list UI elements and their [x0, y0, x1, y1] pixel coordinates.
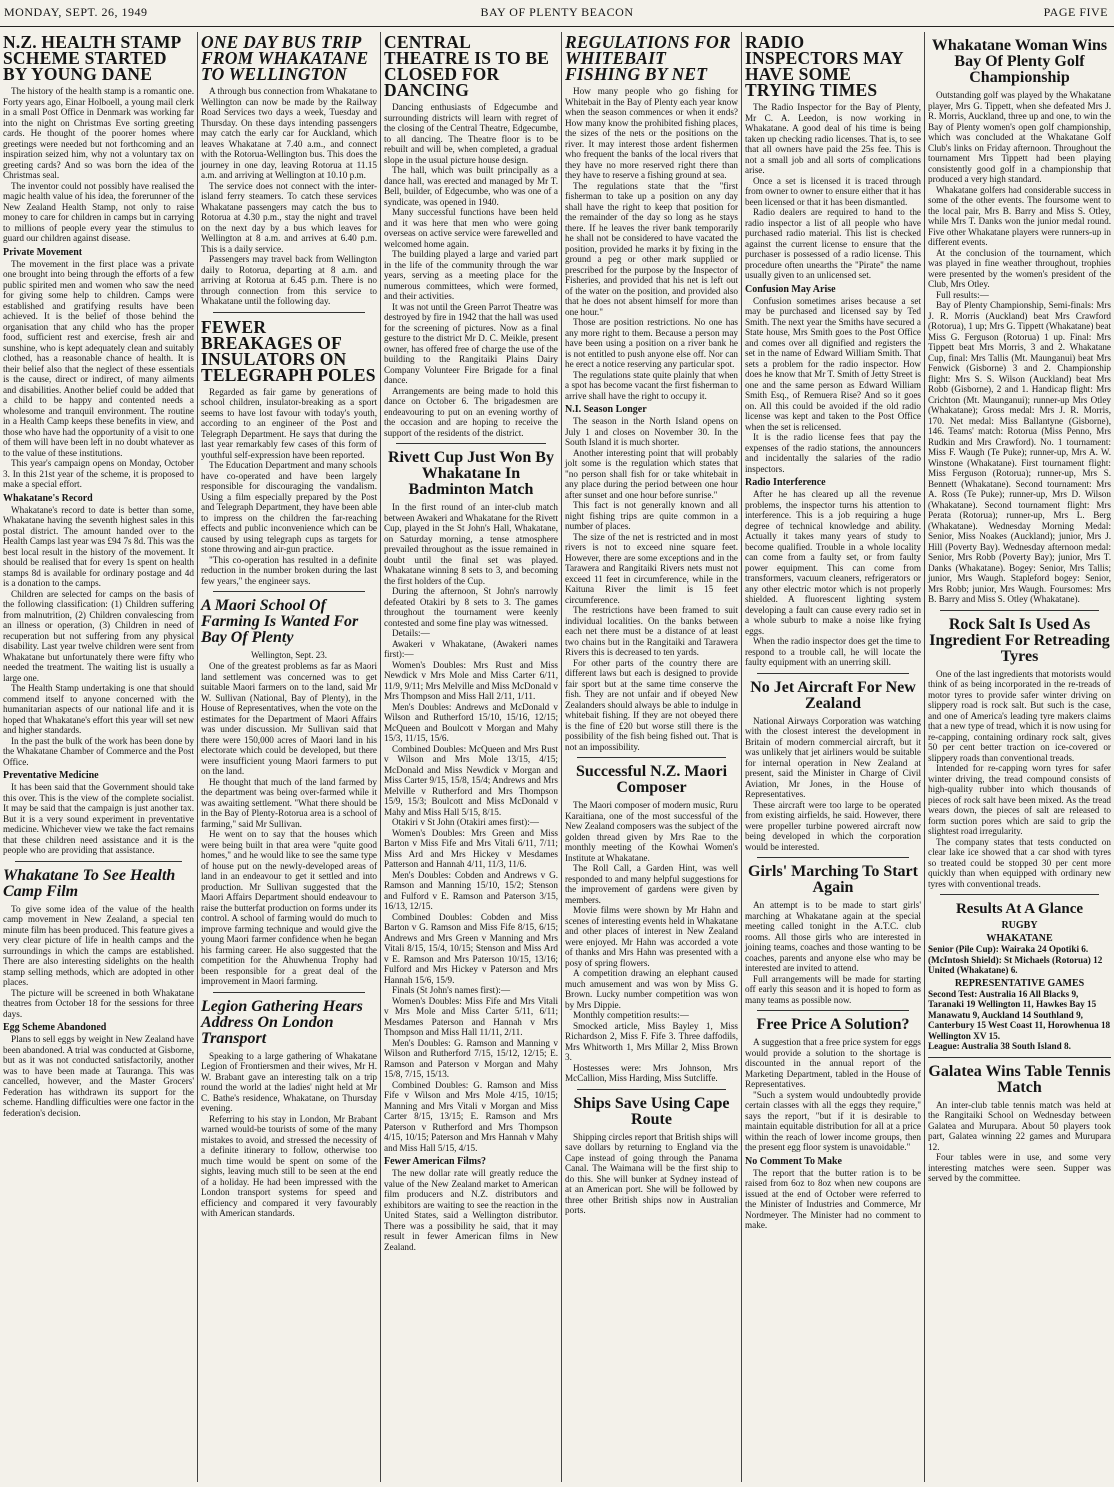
body-paragraph: The size of the net is restricted and in most rivers is not to exceed nine square feet. However, there are some exceptions and in the Tarawera and Rangitaiki Rivers nets must not exceed 11 feet in circumference, while in the Kaituna River the limit is 15 feet circumference.	[565, 531, 738, 605]
separator-rule	[577, 757, 726, 758]
body-paragraph: A through bus connection from Whakatane to Wellington can now be made by the Railway Road Services two days a week, Tuesday and Thursday. On these days intending passengers may catch the early car for Auckland, which leaves Whakatane at 7.40 a.m., and connect with the Rotorua-Wellington bus. This does the journey in one day, leaving Rotorua at 11.15 a.m. and arriving at Wellington at 10.10 p.m.	[201, 86, 377, 180]
column-2	[197, 32, 380, 1482]
body-paragraph: Full arrangements will be made for starting off early this season and it is hoped to form as many teams as possible now.	[745, 973, 921, 1005]
headline: N.Z. HEALTH STAMP SCHEME STARTED BY YOUNG DANE	[3, 32, 181, 84]
body-paragraph: For other parts of the country there are different laws but each is designed to provide fair sport but at the same time conserve the fish. They are not unfair and if obeyed New Zealanders should always be able to indulge in whitebait fishing. If they are not obeyed there is the fine of £20 but worse still there is the possibility of the fish being fished out. That is not an impossibility.	[565, 657, 738, 752]
results-heading: REPRESENTATIVE GAMES	[954, 977, 1085, 989]
subheading: Fewer American Films?	[384, 1156, 487, 1167]
body-paragraph: An inter-club table tennis match was held at the Rangitaiki School on Wednesday between Galatea and Murupara. About 50 players took part, Galatea winning 22 games and Murupara 12.	[928, 1099, 1111, 1152]
headline: RADIO INSPECTORS MAY HAVE SOME TRYING TIMES	[745, 32, 904, 100]
body-paragraph: An attempt is to be made to start girls' marching at Whakatane again at the special meeting called tonight in the A.T.C. club rooms. All those girls who are interested in joining teams, coaches and those wanting to be coaches, parents and anyone else who may be interested are invited to attend.	[745, 900, 921, 973]
body-paragraph: Women's Doubles: Mrs Green and Miss Barton v Miss Fife and Mrs Vitali 6/11, 7/11; Miss Ard and Mrs Hickey v Mesdames Patterson and Hannah 4/11, 11/3, 11/6.	[384, 827, 558, 869]
body-paragraph: Once a set is licensed it is traced through from owner to owner to ensure either that it has been licensed or that it has been dismantled.	[745, 175, 921, 207]
body-paragraph: The service does not connect with the inter-island ferry steamers. To catch these services Whakatane passengers may catch the bus to Rotorua at 4.30 p.m., stay the night and travel on the next day by a bus which leaves for Wellington at 8 a.m. and arrives at 6.40 p.m. This is a daily service.	[201, 180, 377, 254]
body-paragraph: Arrangements are being made to hold this dance on October 6. The brigadesmen are endeavouring to put on an evening worthy of the occasion and are hoping to receive the support of the residents of the district.	[384, 385, 558, 438]
column-6	[924, 32, 1114, 1482]
body-paragraph: Confusion sometimes arises because a set may be purchased and licensed say by Ted Smith. The next year the Smiths have secured a State house, Mrs Smith goes to the Post Office and comes over all dignified and registers the set in the name of Edward William Smith. That sets a problem for the radio inspector. How does he know that Mr T. Smith of Jetty Street is one and the same person as Edward William Smith Esq., of Remuera Rise? And so it goes on. All this could be avoided if the old radio license was kept and taken to the Post Office when the set is relicensed.	[745, 295, 921, 432]
body-paragraph: Passengers may travel back from Wellington daily to Rotorua, departing at 8 a.m. and arriving at Rotorua at 6.45 p.m. There is no through connection from this service to Whakatane until the following day.	[201, 254, 377, 306]
separator-rule	[213, 992, 365, 993]
subheading: Preventative Medicine	[3, 770, 99, 781]
body-paragraph: Full results:—	[936, 289, 989, 300]
article	[3, 34, 194, 856]
body-paragraph: Four tables were in use, and some very interesting matches were seen. Supper was served by the committee.	[928, 1152, 1111, 1183]
separator-rule	[757, 857, 909, 858]
subheading: Radio Interference	[745, 477, 826, 488]
body-paragraph: To give some idea of the value of the health camp movement in New Zealand, a special ten minute film has been produced. This feature gives a very clear picture of life in health camps and the surroundings in which the camps are established. There are also interesting sidelights on the health stamp selling methods, which are adopted in other places.	[3, 903, 194, 987]
body-paragraph: One of the last ingredients that motorists would think of as being incorporated in the re-treads of motor tyres to provide safer winter driving on slippery road is rock salt. But such is the case, and one of America's leading tyre makers claims that a new type of tread, which it is now using for re-capping, containing ordinary rock salt, gives 50 per cent better traction on ice-covered or slippery roads than conventional treads.	[928, 668, 1111, 763]
headline: Girls' Marching To Start Again	[748, 863, 918, 896]
body-paragraph: Another interesting point that will probably jolt some is the regulation which states that "no person shall fish for or take whitebait in any place during the period between one hour after sunset and one hour before sunrise."	[565, 447, 738, 500]
article	[201, 316, 377, 587]
results-heading: RUGBY	[1001, 920, 1038, 931]
body-paragraph: Regarded as fair game by generations of school children, insulator-breaking as a sport seems to have lost favour with today's youth, according to an engineer of the Post and Telegraph Department. He says that during the last year remarkably few cases of this form of youthful self-expression have been reported.	[201, 386, 377, 460]
body-paragraph: The season in the North Island opens on July 1 and closes on November 30. In the South Island it is much shorter.	[565, 416, 738, 447]
body-paragraph: Awakeri v Whakatane, (Awakeri names first):—	[384, 638, 558, 659]
body-paragraph: A competition drawing an elephant caused much amusement and was won by Miss G. Brown. Lucky number competition was won by Mrs Dippie.	[565, 968, 738, 1010]
body-paragraph: Women's Doubles: Mrs Rust and Miss Newdick v Mrs Mole and Miss Carter 6/11, 11/9, 9/11; Mrs Melville and Miss McDonald v Mrs Thompson and Miss Hall 2/11, 1/11.	[384, 659, 558, 701]
body-paragraph: Movie films were shown by Mr Hahn and scenes of interesting events held in Whakatane and other places of interest in New Zealand were enjoyed. Mr Hahn was accorded a vote of thanks and Mrs Hahn was presented with a posy of spring flowers.	[565, 905, 738, 968]
separator-rule	[577, 1089, 726, 1090]
body-paragraph: It is the radio license fees that pay the expenses of the radio stations, the announcers and incidentally the salaries of the radio inspectors.	[745, 432, 921, 474]
body-paragraph: The history of the health stamp is a romantic one. Forty years ago, Einar Holboell, a young mail clerk in a small Post Office in Denmark was working far into the night on Christmas Eve sorting greeting cards. He thought of the poorer homes where greetings were needed but not forthcoming and an inspiration seized him, why not a voluntary tax on greeting cards? And so was born the idea of the Christmas seal.	[3, 86, 194, 180]
body-paragraph: It has been said that the Government should take this over. This is the view of the complete socialist. It may be said that the campaign is just another tax. But it is a very sound experiment in preventative medicine. Whichever view we take the fact remains that these children need assistance and it is the people who are providing that assistance.	[3, 782, 194, 855]
article	[928, 1064, 1111, 1184]
separator-rule	[213, 591, 365, 592]
article	[928, 617, 1111, 890]
results-line: Second Test: Australia 16 All Blacks 9, Taranaki 19 Wellington 11, Hawkes Bay 15 Manawatu 9, Auckland 14 Southland 9, Canterbury 15 West Coast 11, Horowhenua 18 Wellington XV 15.	[928, 988, 1111, 1041]
body-paragraph: During the afternoon, St John's narrowly defeated Otakiri by 8 sets to 3. The games throughout the tournament were keenly contested and some fine play was witnessed.	[384, 586, 558, 628]
subheading: Private Movement	[3, 246, 83, 258]
body-paragraph: Men's Doubles: Andrews and McDonald v Wilson and Rutherford 15/10, 15/16, 12/15; McQueen and Boulcott v Morgan and Mahy 15/3, 11/15, 15/6.	[384, 701, 558, 743]
article	[384, 450, 558, 1252]
body-paragraph: Speaking to a large gathering of Whakatane Legion of Frontiersmen and their wives, Mr H. W. Brabant gave an interesting talk on a trip round the world at the ladies' night held at Mr C. Bathe's residence, Whakatane, on Thursday evening.	[201, 1050, 377, 1113]
body-paragraph: Whakatane golfers had considerable success in some of the other events. The foursome went to the local pair, Mrs B. Barry and Miss S. Otley, while Mrs T. Danks won the junior medal round. Five other Whakatane players were runners-up in different events.	[928, 184, 1111, 247]
body-paragraph: The Radio Inspector for the Bay of Plenty, Mr C. A. Leedon, is now working in Whakatane. A good deal of his time is being taken up checking radio licenses. That is, to see that all owners have paid the 25s fee. This is not a small job and all sorts of complications arise.	[745, 102, 921, 175]
body-paragraph: A suggestion that a free price system for eggs would provide a solution to the shortage is discounted in the annual report of the Marketing Department, tabled in the House of Representatives.	[745, 1037, 921, 1089]
body-paragraph: The report that the butter ration is to be raised from 6oz to 8oz when new coupons are issued at the end of October were referred to the Minister of Industries and Commerce, Mr Nordmeyer. The Minister had no comment to make.	[745, 1167, 921, 1230]
results-heading: WHAKATANE	[986, 933, 1053, 944]
article	[745, 864, 921, 1005]
body-paragraph: "This co-operation has resulted in a definite reduction in the number broken during the last few years," the engineer says.	[201, 554, 377, 586]
article	[565, 1096, 738, 1216]
body-paragraph: The hall, which was built principally as a dance hall, was erected and managed by Mr T. Bell, builder, of Edgecumbe, who was one of a syndicate, was opened in 1940.	[384, 165, 558, 207]
article	[384, 34, 558, 438]
body-paragraph: Radio dealers are required to hand to the radio inspector a list of all people who have purchased radio material. This list is checked against the current license to ensure that the purchaser is possessed of a radio license. This procedure often unearths the "Pirate" the name usually given to an unlicensed set.	[745, 207, 921, 280]
body-paragraph: Dancing enthusiasts of Edgecumbe and surrounding districts will learn with regret of the closing of the Central Theatre, Edgecumbe, to all dancing. The Theatre floor is to be rebuilt and will be, when completed, a gradual slope in the usual picture house design.	[384, 102, 558, 165]
subheading: Confusion May Arise	[745, 283, 836, 295]
body-paragraph: Men's Doubles: Cobden and Andrews v G. Ramson and Manning 15/10, 15/2; Stenson and Fulford v E. Ramson and Paterson 3/15, 16/13, 12/15.	[384, 869, 558, 911]
body-paragraph: Women's Doubles: Miss Fife and Mrs Vitali v Mrs Mole and Miss Carter 5/11, 6/11; Mesdames Paterson and Hannah v Mrs Thompson and Miss Hall 11/11, 2/11.	[384, 995, 558, 1037]
column-5	[741, 32, 924, 1482]
body-paragraph: The Health Stamp undertaking is one that should commend itself to anyone concerned with the humanitarian aspects of our national life and it is hoped that Whakatane's effort this year will set new and higher standards.	[3, 683, 194, 735]
body-paragraph: The Maori composer of modern music, Ruru Karaitiana, one of the most successful of the New Zealand composers was the subject of the golden thread given by Mrs Rae to the monthly meeting of the Kowhai Women's Institute at Whakatane.	[565, 800, 738, 863]
results-box	[928, 901, 1111, 1052]
dateline: Wellington, Sept. 23.	[250, 650, 328, 660]
body-paragraph: Bay of Plenty Championship, Semi-finals: Mrs J. R. Morris (Auckland) beat Mrs Crawford (Rotorua), 1 up; Mrs G. Tippett (Whakatane) beat Miss G. Ferguson (Rotorua) 1 up. Final: Mrs Tippett beat Mrs Morris, 3 and 2. Whakatane Cup, final: Mrs Tallis (Mt. Maunganui) beat Mrs Fenwick (Gisborne) 3 and 2. Championship flight: Mrs S. S. Wilson (Auckland) beat Mrs Robb (Gisborne), 2 and 1. Handicap flight: Mrs Crichton (Mt. Maunganui); runner-up Mrs Otley (Whakatane); Gross medal: Mrs J. R. Morris, 170. Net medal: Miss Ballantyne (Gisborne), 146. Teams' match: Rotorua (Miss Penno, Mrs Rudkin and Mrs Crawford). No. 1 tournament: Miss F. Waugh (Te Puke); runner-up, Mrs A. W. Winstone (Whakatane). First tournament flight: Miss Ferguson (Rotorua); runner-up, Mrs S. Bennett (Whakatane). Second tournament: Mrs A. Ross (Te Puke); runner-up, Mrs D. Wilson (Whakatane). Second tournament flight: Mrs Perata (Rotorua); runner-up, Mrs L. Berg (Whakatane). Wednesday Morning Medal: Senior, Miss Noakes (Auckland); junior, Mrs J. Hill (Poverty Bay). Wednesday afternoon medal: Senior, Mrs Robb (Poverty Bay); junior, Mrs T. Danks (Whakatane). Bogey: Senior, Mrs Tallis; junior, Mrs Waugh. Stapleford bogey: Senior, Mrs Robb; junior, Mrs Waugh. Foursomes: Mrs B. Barry and Miss S. Otley (Whakatane).	[928, 300, 1111, 604]
body-paragraph: The movement in the first place was a private one brought into being through the efforts of a few public spirited men and women who saw the need for giving some help to children. Camps were established and gratifying results have been achieved. It is the belief of those behind the organisation that any child who has the proper food, sufficient rest and exercise, fresh air and sunshine, who is kept adequately clean and suitably clothed, has a reasonable chance of health. It is their belief also that the neglect of these essentials is the cause, direct or indirect, of many ailments and disabilities. Another belief could be added that a child to be happy and contented needs a wholesome and tranquil environment. The routine in a Health Camp keeps these benefits in view, and those who have had the opportunity of a visit to one of them will have been left in no doubt whatever as to the value of these institutions.	[3, 258, 194, 458]
separator-rule	[396, 443, 546, 444]
article	[201, 999, 377, 1219]
subheading: Egg Scheme Abandoned	[3, 1022, 107, 1033]
results-line: League: Australia 38 South Island 8.	[928, 1041, 1071, 1051]
body-paragraph: Combined Doubles: G. Ramson and Miss Fife v Wilson and Mrs Mole 4/15, 10/15; Manning and Mrs Vitali v Morgan and Miss Carter 8/15, 13/15; E. Ramson and Mrs Paterson v Rutherford and Mrs Thompson 4/15, 10/15; Paterson and Mrs Hannah v Mahy and Miss Hall 5/15, 4/15.	[384, 1079, 558, 1153]
headline: No Jet Aircraft For New Zealand	[750, 678, 916, 712]
subheading: N.I. Season Longer	[565, 404, 647, 415]
separator-rule	[757, 1010, 909, 1011]
body-paragraph: This year's campaign opens on Monday, October 3. In this 21st year of the scheme, it is proposed to make a special effort.	[3, 458, 194, 489]
body-paragraph: Combined Doubles: McQueen and Mrs Rust v Wilson and Mrs Mole 13/15, 4/15; McDonald and Miss Newdick v Morgan and Miss Carter 9/15, 15/8, 15/4; Andrews and Mrs Melville v Rutherford and Mrs Thompson 15/9, 15/3; Boulcott and Miss McDonald v Mahy and Miss Hall 5/15, 8/15.	[384, 743, 558, 817]
paper-name: BAY OF PLENTY BEACON	[480, 5, 634, 19]
body-paragraph: The regulations state quite plainly that when a spot has become vacant the first fisherman to arrive shall have the right to occupy it.	[565, 369, 738, 401]
separator-rule	[213, 312, 365, 313]
article	[3, 868, 194, 1119]
body-paragraph: Many successful functions have been held and it was here that men who were going overseas on active service were farewelled and welcomed home again.	[384, 207, 558, 249]
separator-rule	[757, 673, 909, 674]
article	[745, 1017, 921, 1231]
body-paragraph: Plans to sell eggs by weight in New Zealand have been abandoned. A trial was conducted at Gisborne, but as it was not conducted satisfactorily, another was to have been made at Tauranga. This was cancelled, however, and the Master Grocers' Federation has withdrawn its support for the scheme. Handling difficulties were one factor in the federation's decision.	[3, 1034, 194, 1118]
results-line: Senior (Pile Cup): Wairaka 24 Opotiki 6. (McIntosh Shield): St Michaels (Rotorua) 12 United (Whakatane) 6.	[928, 944, 1103, 975]
body-paragraph: When the radio inspector does get the time to respond to a trouble call, he will locate the faulty equipment with an unerring skill.	[745, 636, 921, 667]
body-paragraph: Children are selected for camps on the basis of the following classification: (1) Children suffering from malnutrition, (2) Children convalescing from an illness or operation, (3) Children in need of recuperation but not suffering from any physical disability. Last year twelve children were sent from Whakatane but unfortunately there were fifty who needed the treatment. The waiting list is usually a large one.	[3, 588, 194, 683]
body-paragraph: Men's Doubles: G. Ramson and Manning v Wilson and Rutherford 7/15, 15/12, 12/15; E. Ramson and Paterson v Morgan and Mahy 15/8, 7/15, 15/13.	[384, 1037, 558, 1079]
body-paragraph: Referring to his stay in London, Mr Brabant warned would-be tourists of some of the many mistakes to avoid, and stressed the necessity of a definite itinerary to follow, otherwise too much time would be spent on some of the sights, leaving much still to be seen at the end of a holiday. He had been impressed with the London transport systems for speed and efficiency and compared it very favourably with American standards.	[201, 1113, 377, 1218]
body-paragraph: Otakiri v St John (Otakiri ames first):—	[392, 817, 539, 827]
separator-rule	[928, 1057, 1111, 1058]
body-paragraph: It was not until the Green Parrot Theatre was destroyed by fire in 1942 that the hall was used for the screening of pictures. Now as a final gesture to the district Mr D. C. Meikle, present owner, has offered free of charge the use of the building to the Rangitaiki Plains Dairy Company Volunteer Fire Brigade for a final dance.	[384, 301, 558, 385]
body-paragraph: Outstanding golf was played by the Whakatane player, Mrs G. Tippett, when she defeated Mrs J. R. Morris, Auckland, three up and one, to win the Bay of Plenty women's open golf championship, which was concluded at the Whakatane Golf Club's links on Friday afternoon. Throughout the tournament Mrs Tippett had been playing consistently good golf in a championship that produced a very high standard.	[928, 90, 1111, 184]
page-number: PAGE FIVE	[1043, 5, 1108, 19]
subheading: No Comment To Make	[745, 1155, 842, 1167]
body-paragraph: The regulations state that the "first fisherman to take up a position on any day shall have the right to keep that position for the remainder of the day so long as he stays there. If he leaves the river bank temporarily he shall not be considered to have vacated the position, provided he marks it by fixing in the ground a peg or other mark supplied or prescribed for the purpose by the Inspector of Fisheries, and provided that his net is left out of the water on the position, and provided also that he does not absent himself for more than one hour."	[565, 180, 738, 317]
body-paragraph: At the conclusion of the tournament, which was played in fine weather throughout, trophies were presented by the women's president of the Club, Mrs Otley.	[928, 247, 1111, 289]
separator-rule	[940, 894, 1099, 895]
body-paragraph: Shipping circles report that British ships will save dollars by returning to England via the Cape instead of going through the Panama Canal. The Waimana will be the first ship to do this. She will bunker at Sydney instead of at an American port. She will be followed by three other British ships now in Australian ports.	[565, 1131, 738, 1215]
article	[928, 38, 1111, 605]
body-paragraph: Intended for re-capping worn tyres for safer winter driving, the tread compound consists of high-quality rubber into which thousands of pieces of rock salt have been mixed. As the tread wears down, the pieces of salt are released to form suction pores which are said to grip the slightest road irregularity.	[928, 763, 1111, 836]
body-paragraph: Whakatane's record to date is better than some, Whakatane having the seventh highest sales in this postal district. The amount handed over to the Health Camps last year was £94 7s 8d. This was the best local result in the history of the movement. It should be realised that for every 1s spent on health stamps 8d is available for ordinary postage and 4d is a donation to the camps.	[3, 504, 194, 588]
headline: CENTRAL THEATRE IS TO BE CLOSED FOR DANCING	[384, 32, 550, 100]
body-paragraph: The new dollar rate will greatly reduce the value of the New Zealand market to American film producers and N.Z. distributors and exhibitors are waiting to see the reaction in the United States, said a Wellington distributor. There was a possibility he said, that it may result in fewer American films in New Zealand.	[384, 1168, 558, 1252]
body-paragraph: How many people who go fishing for Whitebait in the Bay of Plenty each year know when the season commences or when it ends? How many know the prohibited fishing places, the sizes of the nets or the positions on the river. It may interest those ardent fishermen who frequent the banks of the local rivers that they have no more reserved right there than they have to reserve a fishing ground at sea.	[565, 86, 738, 180]
article	[201, 598, 377, 987]
article	[201, 34, 377, 307]
headline: Galatea Wins Table Tennis Match	[928, 1062, 1111, 1096]
headline: Successful N.Z. Maori Composer	[575, 763, 728, 796]
article	[565, 34, 738, 752]
headline: FEWER BREAKAGES OF INSULATORS ON TELEGRAPH POLES	[201, 316, 376, 385]
body-paragraph: He went on to say that the houses which were being built in that area were "quite good homes," and he would like to see the same type of house put on the newly-developed areas of land in an endeavour to get it settled and into production. Mr Sullivan suggested that the Maori Affairs Department should endeavour to raise the butterfat production on forms under its control. A school of farming would do much to improve farming technique and would give the young Maori farmer confidence when he began his farming career. He also suggested that the competition for the Ahuwhenua Trophy had been responsible for a great deal of the improvement in Maori farming.	[201, 829, 377, 986]
headline: Rivett Cup Just Won By Whakatane In Badminton Match	[388, 449, 554, 498]
body-paragraph: Finals (St John's names first):—	[392, 985, 511, 995]
headline: Whakatane Woman Wins Bay Of Plenty Golf Championship	[931, 37, 1108, 86]
body-paragraph: The inventor could not possibly have realised the magic health value of his idea, the forerunner of the New Zealand Health Stamp, not only to raise money to care for children in camps but in carrying to millions of people every year the stimulus to guard our children against disease.	[3, 180, 194, 243]
body-paragraph: National Airways Corporation was watching with the closest interest the development in Britain of modern commercial aircraft, but it was unlikely that jet airliners would be suitable for internal operation in New Zealand at present, said the Minister in Charge of Civil Aviation, Mr Jones, in the House of Representatives.	[745, 715, 921, 799]
headline: Legion Gathering Hears Address On London Transport	[201, 997, 363, 1047]
body-paragraph: The restrictions have been framed to suit individual localities. On the banks between each net there must be a distance of at least two chains but in the Rangitaiki and Tarawera Rivers this is decreased to ten yards.	[565, 605, 738, 657]
body-paragraph: The picture will be screened in both Whakatane theatres from October 18 for the sessions for three days.	[3, 987, 194, 1019]
masthead	[0, 0, 1114, 27]
article	[565, 764, 738, 1084]
column-3	[380, 32, 561, 1482]
headline: A Maori School Of Farming Is Wanted For Bay Of Plenty	[201, 597, 359, 646]
body-paragraph: Combined Doubles: Cobden and Miss Barton v G. Ramson and Miss Fife 8/15, 6/15; Andrews and Mrs Green v Manning and Mrs Vitali 8/15, 15/4, 10/15; Stenson and Miss Ard v E. Ramson and Mrs Paterson 10/15, 13/16; Fulford and Mrs Hickey v Paterson and Mrs Hannah 15/6, 15/9.	[384, 911, 558, 985]
body-paragraph: He thought that much of the land farmed by the department was being over-farmed while it was awaiting settlement. "What there should be in the Bay of Plenty-Rotorua area is a school of farming," said Mr Sullivan.	[201, 776, 377, 829]
headline: Free Price A Solution?	[756, 1016, 910, 1033]
headline: REGULATIONS FOR WHITEBAIT FISHING BY NET	[565, 32, 731, 84]
article	[745, 680, 921, 853]
body-paragraph: The Education Department and many schools have co-operated and have been largely responsible for discouraging the vandalism. Using a film especially prepared by the Post and Telegraph Department, they have been able to impress on the children the far-reaching effects and public inconvenience which can be caused by using telegraph cups as targets for stone throwing and air-gun practice.	[201, 460, 377, 554]
column-1	[0, 32, 197, 1482]
body-paragraph: The company states that tests conducted on clear lake ice showed that a car shod with tyres so treated could be stopped 30 per cent more quickly than when equipped with ordinary new tyres with conventional treads.	[928, 836, 1111, 889]
headline: Rock Salt Is Used As Ingredient For Retreading Tyres	[929, 615, 1110, 665]
body-paragraph: In the past the bulk of the work has been done by the Whakatane Chamber of Commerce and the Post Office.	[3, 735, 194, 767]
column-4	[561, 32, 741, 1482]
separator-rule	[940, 610, 1099, 611]
body-paragraph: Hostesses were: Mrs Johnson, Mrs McCallion, Miss Harding, Miss Sutcliffe.	[565, 1062, 738, 1083]
results-title: Results At A Glance	[955, 901, 1084, 917]
body-paragraph: These aircraft were too large to be operated from existing airfields, he said. However, there were propeller turbine powered aircraft now being developed in which the corporation would be interested.	[745, 799, 921, 852]
body-paragraph: Smocked article, Miss Bayley 1, Miss Richardson 2, Miss F. Fife 3. Three daffodils, Mrs Whitworth 1, Mrs Millar 2, Miss Brown 3.	[565, 1020, 738, 1062]
headline: Ships Save Using Cape Route	[573, 1094, 730, 1128]
body-paragraph: Details:—	[392, 628, 430, 638]
body-paragraph: "Such a system would undoubtedly provide certain classes with all the eggs they require," says the report, "but if it is desirable to maintain equitable distribution for all at a price within the reach of lower income groups, then the present egg floor system is unavoidable."	[745, 1089, 921, 1152]
body-paragraph: The building played a large and varied part in the life of the community through the war years, serving as a meeting place for the numerous committees, which were formed, and their activities.	[384, 249, 558, 301]
headline: Whakatane To See Health Camp Film	[3, 866, 176, 900]
issue-date: MONDAY, SEPT. 26, 1949	[4, 5, 148, 19]
body-paragraph: In the first round of an inter-club match between Awakeri and Whakatane for the Rivett Cup, played in the St John's Hall, Whakatane, on Saturday morning, a tense atmosphere prevailed throughout as the issue remained in doubt until the final set was played. Whakatane winning 8 sets to 3, and becoming the first holders of the Cup.	[384, 502, 558, 586]
body-paragraph: Monthly competition results:—	[573, 1010, 689, 1020]
body-paragraph: After he has cleared up all the revenue problems, the inspector turns his attention to interference. This is a job requiring a huge degree of technical knowledge and ability. Actually it takes many years of study to become qualified. Trouble in a whole locality can come from a faulty set, or from faulty power equipment. This can come from transformers, vacuum cleaners, refrigerators or any other electric motor which is not properly shielded. A fluorescent lighting system developing a fault can cause every radio set in a whole suburb to make a noise like frying eggs.	[745, 489, 921, 636]
body-paragraph: Those are position restrictions. No one has any more right to them. Because a person may have been using a position on a river bank he is not entitled to push anyone else off. Nor can he erect a notice reserving any particular spot.	[565, 317, 738, 369]
body-paragraph: The Roll Call, a Garden Hint, was well responded to and many helpful suggestions for the improvement of gardens were given by members.	[565, 863, 738, 905]
body-paragraph: This fact is not generally known and all night fishing trips are quite common in a number of places.	[565, 500, 738, 531]
separator-rule	[15, 861, 182, 862]
body-paragraph: One of the greatest problems as far as Maori land settlement was concerned was to get suitable Maori farmers on to the land, said Mr W. Sullivan (National, Bay of Plenty), in the House of Representatives, when the vote on the estimates for the Department of Maori Affairs was under discussion. Mr Sullivan said that there were 150,000 acres of Maori land in his electorate which could be developed, but there were insufficient young Maori farmers to put on the land.	[201, 661, 377, 776]
headline: ONE DAY BUS TRIP FROM WHAKATANE TO WELLINGTON	[201, 32, 369, 84]
article	[745, 34, 921, 668]
subheading: Whakatane's Record	[3, 492, 93, 504]
